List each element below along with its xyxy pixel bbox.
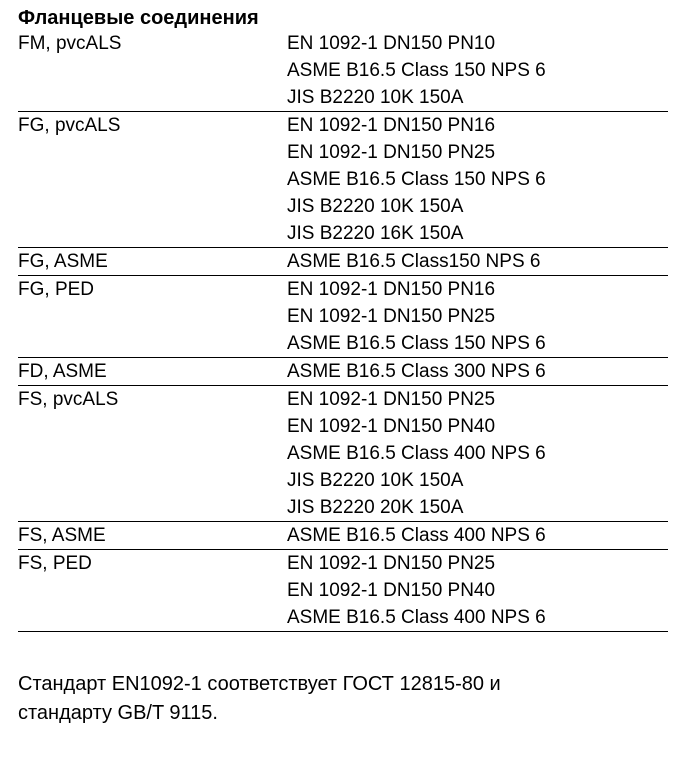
connection-type: FM, pvcALS: [18, 33, 122, 54]
standard-item: EN 1092-1 DN150 PN40: [287, 416, 496, 437]
table-row: [18, 522, 668, 550]
connection-type: FS, ASME: [18, 525, 106, 546]
standards-list: [287, 276, 668, 357]
standard-item: JIS B2220 10K 150A: [287, 470, 464, 491]
standards-list: [287, 248, 668, 275]
standard-item: ASME B16.5 Class 150 NPS 6: [287, 60, 546, 81]
connection-type: FG, PED: [18, 279, 95, 300]
standard-item: ASME B16.5 Class 400 NPS 6: [287, 525, 546, 546]
connection-type: FS, pvcALS: [18, 389, 119, 410]
standard-item: ASME B16.5 Class 150 NPS 6: [287, 333, 546, 354]
standard-item: ASME B16.5 Class150 NPS 6: [287, 251, 541, 272]
standard-item: JIS B2220 16K 150A: [287, 223, 464, 244]
table-row: [18, 248, 668, 276]
flange-connections-table: [18, 30, 668, 632]
table-row: [18, 276, 668, 358]
standard-item: JIS B2220 10K 150A: [287, 87, 464, 108]
standard-item: EN 1092-1 DN150 PN25: [287, 553, 496, 574]
table-row: [18, 30, 668, 112]
standard-item: EN 1092-1 DN150 PN16: [287, 115, 496, 136]
table-row: [18, 550, 668, 632]
standard-item: JIS B2220 20K 150A: [287, 497, 464, 518]
standard-item: EN 1092-1 DN150 PN25: [287, 142, 496, 163]
standard-item: ASME B16.5 Class 150 NPS 6: [287, 169, 546, 190]
standards-list: [287, 358, 668, 385]
standard-item: ASME B16.5 Class 300 NPS 6: [287, 361, 546, 382]
standards-list: [287, 30, 668, 111]
standard-item: EN 1092-1 DN150 PN40: [287, 580, 496, 601]
standards-note: [18, 670, 658, 728]
table-row: [18, 358, 668, 386]
table-row: [18, 112, 668, 248]
section-heading: Фланцевые соединения: [18, 7, 259, 29]
connection-type: FG, pvcALS: [18, 115, 121, 136]
document-page: [18, 6, 668, 748]
standard-item: EN 1092-1 DN150 PN16: [287, 279, 496, 300]
standard-item: ASME B16.5 Class 400 NPS 6: [287, 443, 546, 464]
note-line: стандарту GB/T 9115.: [18, 702, 218, 724]
connection-type: FG, ASME: [18, 251, 108, 272]
standard-item: EN 1092-1 DN150 PN25: [287, 389, 496, 410]
standard-item: JIS B2220 10K 150A: [287, 196, 464, 217]
standards-list: [287, 112, 668, 247]
standards-list: [287, 550, 668, 631]
table-row: [18, 386, 668, 522]
standard-item: ASME B16.5 Class 400 NPS 6: [287, 607, 546, 628]
standard-item: EN 1092-1 DN150 PN25: [287, 306, 496, 327]
note-line: Стандарт EN1092-1 соответствует ГОСТ 12815-80 и: [18, 673, 501, 695]
standard-item: EN 1092-1 DN150 PN10: [287, 33, 496, 54]
standards-list: [287, 386, 668, 521]
connection-type: FD, ASME: [18, 361, 107, 382]
connection-type: FS, PED: [18, 553, 92, 574]
standards-list: [287, 522, 668, 549]
